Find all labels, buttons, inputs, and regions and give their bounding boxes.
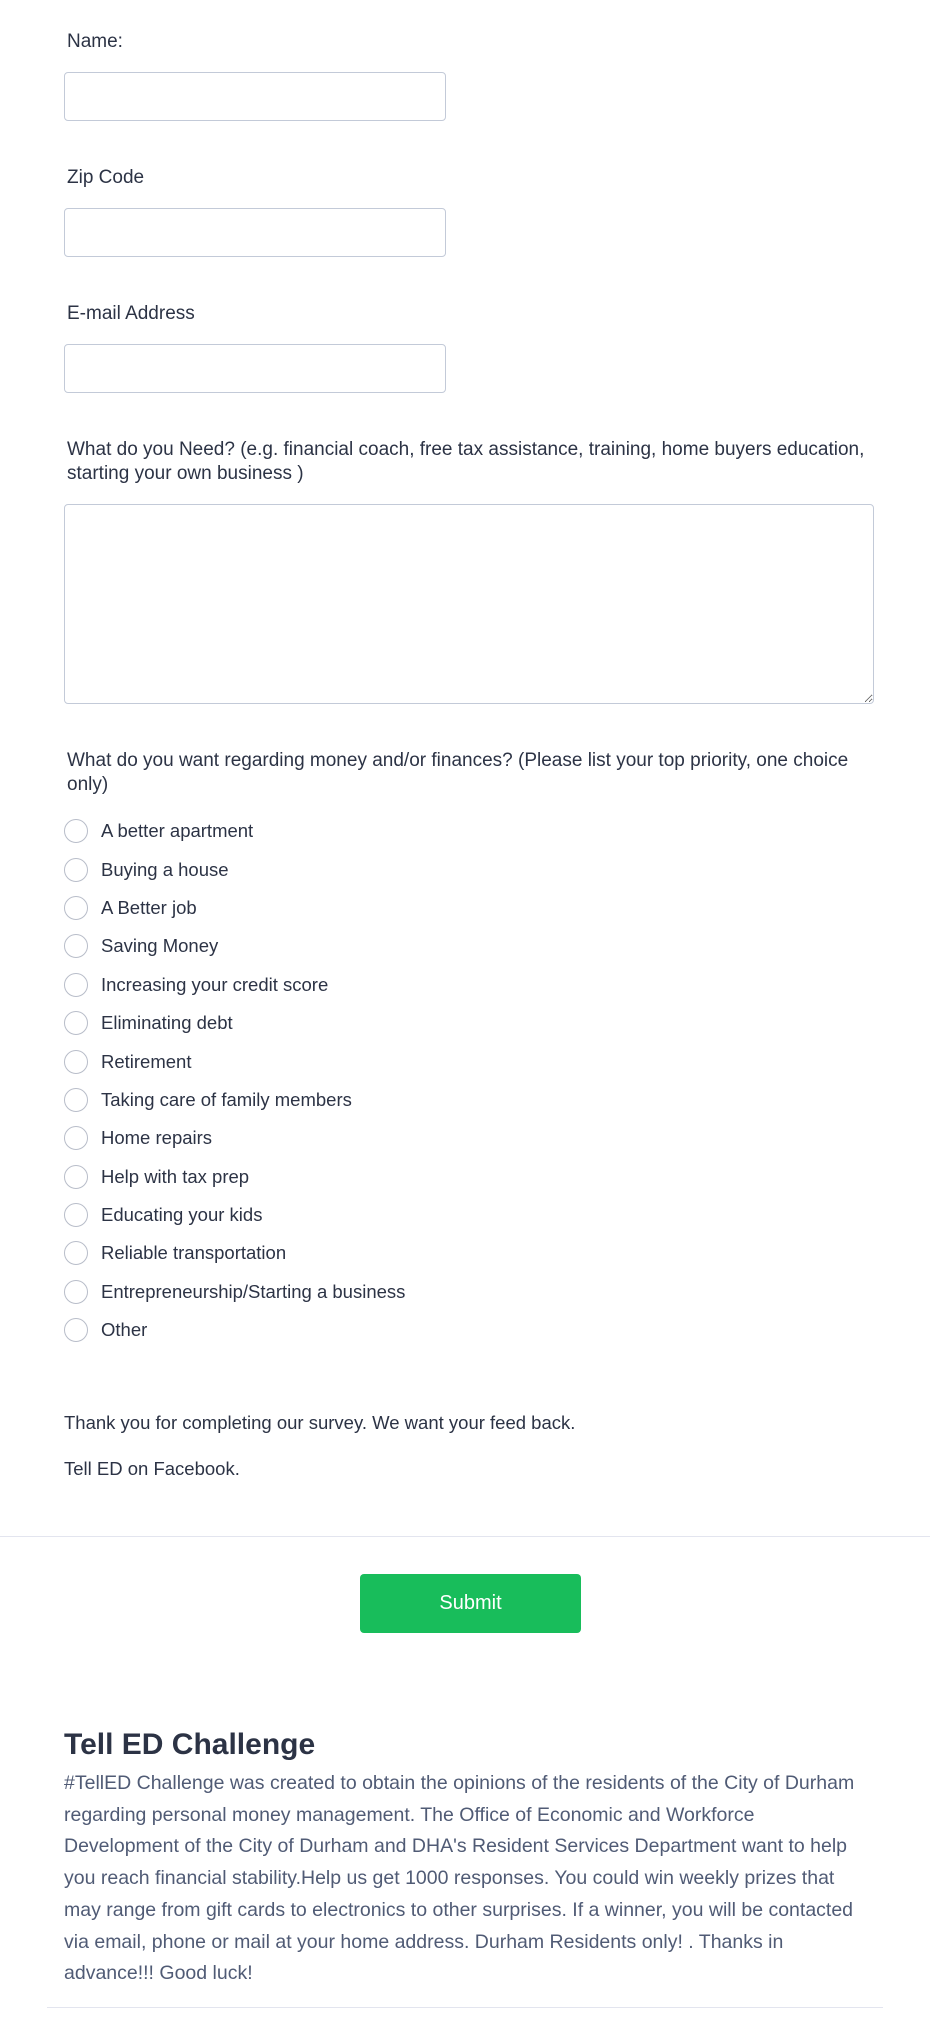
- radio-option-label: A Better job: [101, 896, 197, 918]
- radio-option-label: Other: [101, 1319, 148, 1341]
- radio-circle-icon[interactable]: [64, 1011, 88, 1035]
- name-input[interactable]: [64, 72, 446, 121]
- radio-circle-icon[interactable]: [64, 1203, 88, 1227]
- radio-option[interactable]: [64, 1196, 405, 1234]
- radio-option[interactable]: [64, 1273, 405, 1311]
- radio-circle-icon[interactable]: [64, 819, 88, 843]
- radio-circle-icon[interactable]: [64, 1241, 88, 1265]
- radio-option-label: Buying a house: [101, 858, 229, 880]
- facebook-text: Tell ED on Facebook.: [64, 1458, 240, 1479]
- radio-option[interactable]: [64, 1119, 405, 1157]
- radio-option[interactable]: [64, 927, 405, 965]
- radio-circle-icon[interactable]: [64, 1050, 88, 1074]
- radio-circle-icon[interactable]: [64, 934, 88, 958]
- radio-option-label: Retirement: [101, 1050, 192, 1072]
- radio-option[interactable]: [64, 1158, 405, 1196]
- radio-circle-icon[interactable]: [64, 1126, 88, 1150]
- radio-option-label: Eliminating debt: [101, 1012, 233, 1034]
- bottom-divider: [47, 2007, 883, 2008]
- radio-option-label: Entrepreneurship/Starting a business: [101, 1280, 406, 1302]
- divider: [0, 1536, 930, 1537]
- zip-label: Zip Code: [67, 167, 145, 188]
- radio-circle-icon[interactable]: [64, 1088, 88, 1112]
- priority-label: What do you want regarding money and/or finances? (Please list your top priority, one choice only): [67, 750, 849, 795]
- radio-option-label: Educating your kids: [101, 1204, 263, 1226]
- radio-circle-icon[interactable]: [64, 858, 88, 882]
- radio-option[interactable]: [64, 1081, 405, 1119]
- radio-circle-icon[interactable]: [64, 973, 88, 997]
- radio-option[interactable]: [64, 850, 405, 888]
- radio-option-label: Saving Money: [101, 935, 219, 957]
- radio-circle-icon[interactable]: [64, 1318, 88, 1342]
- radio-option-label: Help with tax prep: [101, 1165, 250, 1187]
- email-input[interactable]: [64, 344, 446, 393]
- email-label: E-mail Address: [67, 303, 195, 324]
- radio-option[interactable]: [64, 1004, 405, 1042]
- need-textarea[interactable]: [64, 504, 874, 704]
- thanks-text: Thank you for completing our survey. We want your feed back.: [64, 1412, 576, 1433]
- radio-option[interactable]: [64, 812, 405, 850]
- radio-circle-icon[interactable]: [64, 1165, 88, 1189]
- radio-option-label: Reliable transportation: [101, 1242, 287, 1264]
- zip-input[interactable]: [64, 208, 446, 257]
- priority-radio-group: [64, 812, 405, 1349]
- need-label: What do you Need? (e.g. financial coach, free tax assistance, training, home buyers education, starting your own business ): [67, 439, 865, 484]
- radio-option[interactable]: [64, 966, 405, 1004]
- radio-option-label: Home repairs: [101, 1127, 213, 1149]
- radio-option[interactable]: [64, 1042, 405, 1080]
- radio-option-label: Taking care of family members: [101, 1088, 352, 1110]
- submit-button[interactable]: Submit: [360, 1574, 581, 1633]
- radio-option-label: Increasing your credit score: [101, 973, 329, 995]
- radio-option[interactable]: [64, 1311, 405, 1349]
- info-body: #TellED Challenge was created to obtain the opinions of the residents of the City of Durham regarding personal money management. The Office of Economic and Workforce Development of the City of Durham and DHA's Resident Services Department want to help you reach financial stability.Help us get 1000 responses. You could win weekly prizes that may range from gift cards to electronics to other surprises. If a winner, you will be contacted via email, phone or mail at your home address. Durham Residents only! . Thanks in advance!!! Good luck!: [64, 1772, 855, 1985]
- info-title: Tell ED Challenge: [64, 1728, 316, 1761]
- radio-option[interactable]: [64, 889, 405, 927]
- radio-circle-icon[interactable]: [64, 896, 88, 920]
- radio-option-label: A better apartment: [101, 820, 254, 842]
- radio-option[interactable]: [64, 1234, 405, 1272]
- radio-circle-icon[interactable]: [64, 1280, 88, 1304]
- name-label: Name:: [67, 31, 123, 52]
